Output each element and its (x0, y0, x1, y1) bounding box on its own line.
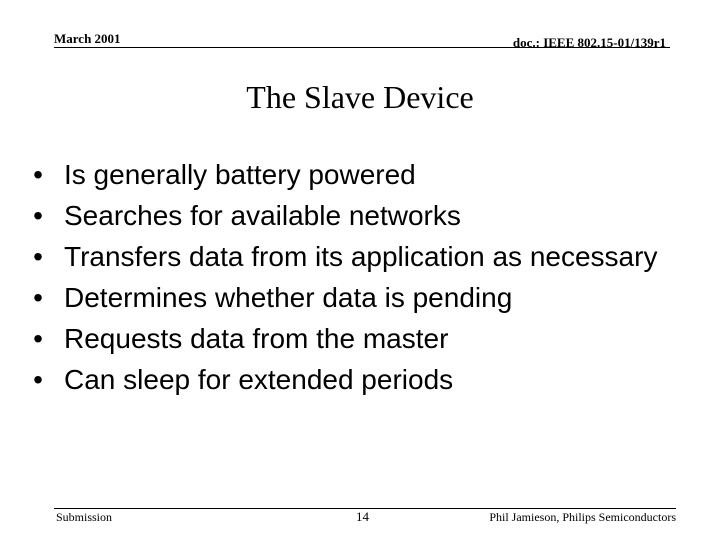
bullet-item (28, 199, 668, 233)
bullet-item (28, 281, 668, 315)
bullet-dot-icon: • (33, 323, 43, 354)
bullet-text: Is generally battery powered (64, 159, 416, 190)
footer-author: Phil Jamieson, Philips Semiconductors (489, 510, 676, 524)
bullet-text: Requests data from the master (64, 323, 449, 354)
bullet-list (28, 158, 668, 404)
bullet-text: Can sleep for extended periods (64, 364, 454, 395)
bullet-item (28, 322, 668, 356)
slide-title: The Slave Device (246, 79, 474, 115)
bullet-item (28, 363, 668, 397)
bullet-dot-icon: • (33, 200, 43, 231)
bullet-item (28, 240, 668, 274)
bullet-text: Searches for available networks (64, 200, 461, 231)
footer-page-number: 14 (356, 509, 369, 524)
bullet-dot-icon: • (33, 159, 43, 190)
header-date: March 2001 (54, 31, 121, 46)
header-divider (54, 47, 670, 48)
bullet-text: Transfers data from its application as necessary (64, 241, 658, 272)
header-doc-id: doc.: IEEE 802.15-01/139r1 (512, 35, 666, 50)
bullet-item (28, 158, 668, 192)
bullet-text: Determines whether data is pending (64, 282, 513, 313)
bullet-dot-icon: • (33, 241, 43, 272)
footer-submission: Submission (56, 510, 113, 524)
bullet-dot-icon: • (33, 364, 43, 395)
bullet-dot-icon: • (33, 282, 43, 313)
